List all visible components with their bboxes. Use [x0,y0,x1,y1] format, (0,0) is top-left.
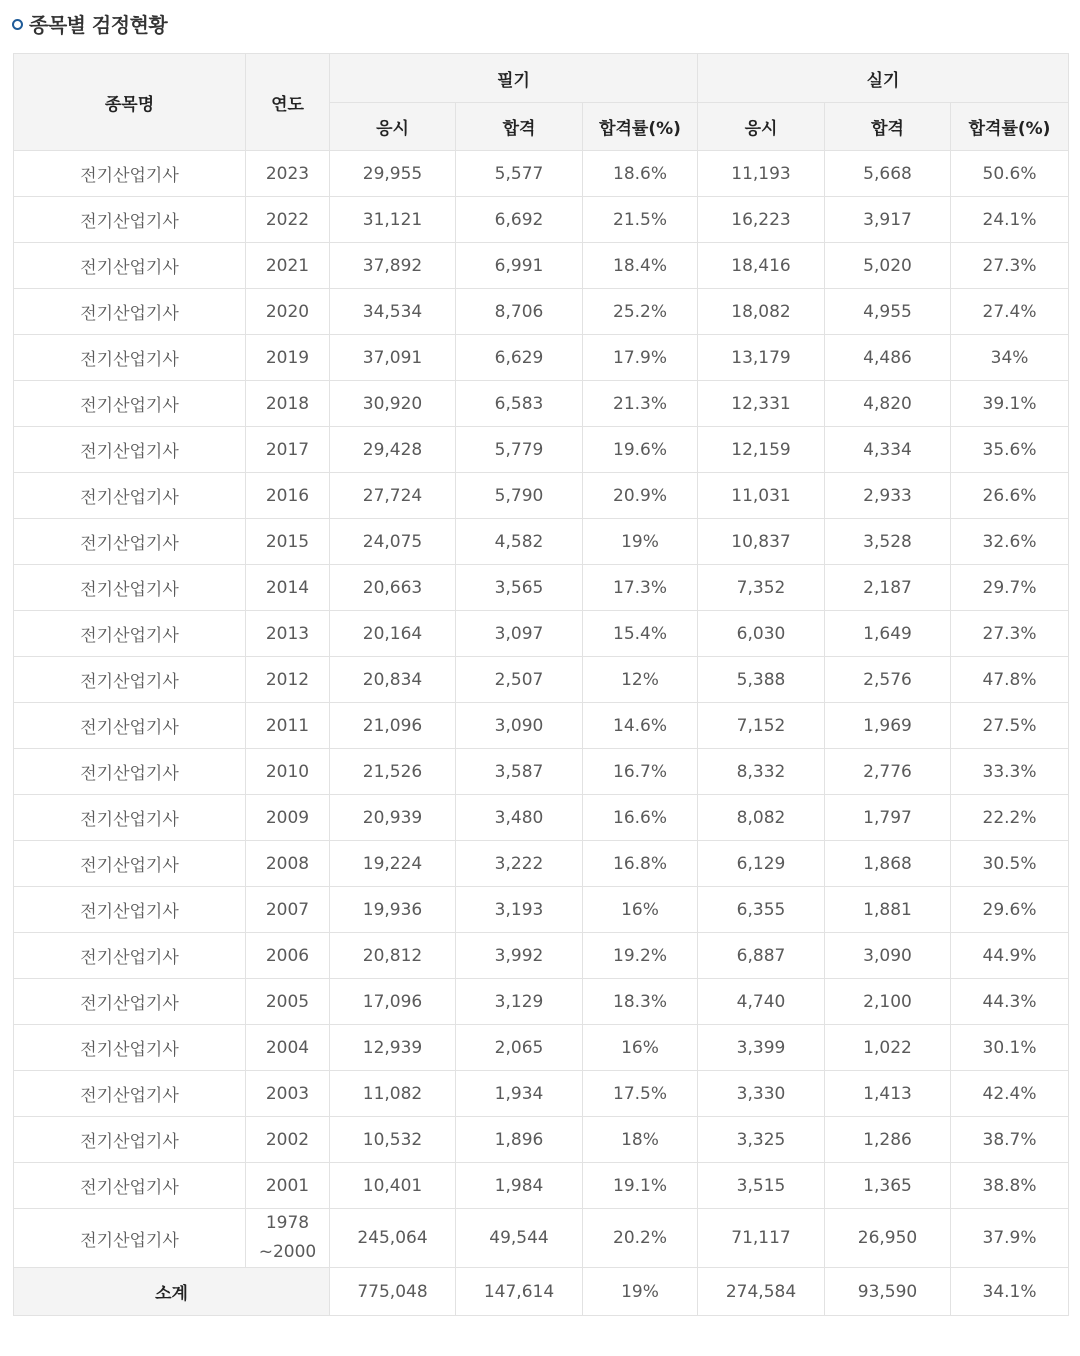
table-row [14,887,1069,933]
table-row [14,243,1069,289]
cell-practical-passed: 4,486 [825,335,951,381]
cell-written-passed: 6,991 [456,243,583,289]
cell-year: 2015 [246,519,330,565]
cell-written-rate: 16% [583,1025,698,1071]
cell-year: 2004 [246,1025,330,1071]
cell-written-rate: 19.1% [583,1163,698,1209]
total-practical-applicants: 274,584 [698,1268,825,1316]
cell-practical-applicants: 11,031 [698,473,825,519]
cell-name: 전기산업기사 [14,749,246,795]
cell-practical-rate: 42.4% [951,1071,1069,1117]
cell-written-rate: 16.8% [583,841,698,887]
cell-practical-passed: 1,365 [825,1163,951,1209]
header-year: 연도 [246,54,330,151]
cell-written-applicants: 29,428 [330,427,456,473]
cell-practical-applicants: 5,388 [698,657,825,703]
cell-practical-applicants: 7,352 [698,565,825,611]
cell-practical-applicants: 12,159 [698,427,825,473]
cell-written-passed: 2,507 [456,657,583,703]
cell-written-passed: 3,587 [456,749,583,795]
cell-written-applicants: 17,096 [330,979,456,1025]
cell-year: 2019 [246,335,330,381]
cell-written-rate: 18% [583,1117,698,1163]
cell-year: 2016 [246,473,330,519]
cell-written-rate: 16.6% [583,795,698,841]
cell-written-applicants: 34,534 [330,289,456,335]
header-practical-rate: 합격률(%) [951,103,1069,151]
cell-written-rate: 19% [583,519,698,565]
cell-practical-passed: 1,868 [825,841,951,887]
table-row [14,335,1069,381]
cell-written-applicants: 21,526 [330,749,456,795]
table-row [14,1117,1069,1163]
table-row [14,1025,1069,1071]
cell-written-applicants: 37,892 [330,243,456,289]
cell-practical-passed: 3,917 [825,197,951,243]
header-written: 필기 [330,54,698,103]
cell-name: 전기산업기사 [14,933,246,979]
cell-name: 전기산업기사 [14,289,246,335]
cell-written-rate: 12% [583,657,698,703]
cell-written-applicants: 20,164 [330,611,456,657]
cell-year-range [246,1209,330,1268]
cell-name: 전기산업기사 [14,979,246,1025]
cell-practical-rate: 44.9% [951,933,1069,979]
cell-name: 전기산업기사 [14,1071,246,1117]
cell-name: 전기산업기사 [14,1209,246,1268]
cell-written-rate: 16.7% [583,749,698,795]
section-title-text: 종목별 검정현황 [29,12,168,37]
cell-name: 전기산업기사 [14,657,246,703]
cell-practical-rate: 27.3% [951,243,1069,289]
cell-year: 2003 [246,1071,330,1117]
table-row [14,749,1069,795]
cell-practical-applicants: 18,416 [698,243,825,289]
cell-written-applicants: 10,401 [330,1163,456,1209]
cell-practical-applicants: 10,837 [698,519,825,565]
cell-practical-rate: 30.5% [951,841,1069,887]
cell-written-rate: 14.6% [583,703,698,749]
cell-written-passed: 2,065 [456,1025,583,1071]
cell-written-rate: 18.6% [583,151,698,197]
cell-year: 2005 [246,979,330,1025]
total-label: 소계 [14,1268,330,1316]
cell-practical-passed: 3,528 [825,519,951,565]
header-practical: 실기 [698,54,1069,103]
table-row [14,565,1069,611]
cell-practical-passed: 2,100 [825,979,951,1025]
cell-name: 전기산업기사 [14,151,246,197]
cell-name: 전기산업기사 [14,473,246,519]
cell-written-passed: 6,692 [456,197,583,243]
cell-practical-rate: 33.3% [951,749,1069,795]
cell-written-rate: 17.9% [583,335,698,381]
cell-practical-passed: 2,933 [825,473,951,519]
cell-year: 2023 [246,151,330,197]
cell-written-applicants: 12,939 [330,1025,456,1071]
cell-practical-rate: 27.4% [951,289,1069,335]
cell-practical-rate: 24.1% [951,197,1069,243]
table-row [14,657,1069,703]
cell-written-applicants: 11,082 [330,1071,456,1117]
cell-practical-applicants: 3,515 [698,1163,825,1209]
table-row [14,611,1069,657]
total-row [14,1268,1069,1316]
total-written-applicants: 775,048 [330,1268,456,1316]
cell-practical-passed: 1,881 [825,887,951,933]
cell-written-rate: 17.3% [583,565,698,611]
cell-written-passed: 3,090 [456,703,583,749]
cell-written-passed: 3,222 [456,841,583,887]
cell-written-rate: 20.2% [583,1209,698,1268]
table-row [14,427,1069,473]
cell-name: 전기산업기사 [14,427,246,473]
cell-written-passed: 3,097 [456,611,583,657]
cell-practical-applicants: 12,331 [698,381,825,427]
table-row [14,473,1069,519]
cell-written-passed: 1,984 [456,1163,583,1209]
cell-practical-applicants: 8,082 [698,795,825,841]
cell-practical-passed: 1,413 [825,1071,951,1117]
cell-written-applicants: 20,834 [330,657,456,703]
cell-practical-applicants: 16,223 [698,197,825,243]
cell-written-passed: 3,480 [456,795,583,841]
total-written-rate: 19% [583,1268,698,1316]
header-written-applicants: 응시 [330,103,456,151]
cell-written-applicants: 24,075 [330,519,456,565]
cell-written-applicants: 30,920 [330,381,456,427]
cell-practical-passed: 5,668 [825,151,951,197]
cell-practical-applicants: 3,330 [698,1071,825,1117]
cell-name: 전기산업기사 [14,335,246,381]
cell-written-rate: 16% [583,887,698,933]
cell-practical-passed: 4,334 [825,427,951,473]
cell-written-passed: 49,544 [456,1209,583,1268]
total-written-passed: 147,614 [456,1268,583,1316]
cell-practical-applicants: 3,325 [698,1117,825,1163]
cell-practical-passed: 1,022 [825,1025,951,1071]
cell-practical-rate: 27.5% [951,703,1069,749]
header-name: 종목명 [14,54,246,151]
cell-written-passed: 6,583 [456,381,583,427]
cell-practical-applicants: 6,129 [698,841,825,887]
header-row-groups [14,54,1069,103]
cell-written-applicants: 21,096 [330,703,456,749]
cell-practical-applicants: 7,152 [698,703,825,749]
table-row [14,151,1069,197]
cell-practical-passed: 26,950 [825,1209,951,1268]
cell-year: 2007 [246,887,330,933]
cell-practical-passed: 2,576 [825,657,951,703]
cell-practical-passed: 5,020 [825,243,951,289]
cell-written-applicants: 27,724 [330,473,456,519]
cell-practical-rate: 38.8% [951,1163,1069,1209]
cell-practical-applicants: 71,117 [698,1209,825,1268]
cell-name: 전기산업기사 [14,795,246,841]
table-row [14,519,1069,565]
cell-practical-applicants: 6,355 [698,887,825,933]
cell-practical-rate: 22.2% [951,795,1069,841]
cell-written-passed: 3,565 [456,565,583,611]
table-row [14,841,1069,887]
table-row [14,1163,1069,1209]
exam-stats-table [13,53,1069,1316]
cell-practical-passed: 3,090 [825,933,951,979]
cell-written-rate: 19.2% [583,933,698,979]
cell-written-passed: 5,577 [456,151,583,197]
table-row [14,979,1069,1025]
cell-practical-passed: 2,187 [825,565,951,611]
table-row [14,197,1069,243]
cell-practical-rate: 34% [951,335,1069,381]
cell-name: 전기산업기사 [14,197,246,243]
table-row [14,1071,1069,1117]
cell-practical-applicants: 3,399 [698,1025,825,1071]
table-row [14,1209,1069,1268]
cell-name: 전기산업기사 [14,611,246,657]
total-practical-passed: 93,590 [825,1268,951,1316]
cell-written-passed: 1,896 [456,1117,583,1163]
cell-practical-rate: 27.3% [951,611,1069,657]
cell-written-rate: 21.5% [583,197,698,243]
cell-written-rate: 19.6% [583,427,698,473]
cell-practical-applicants: 18,082 [698,289,825,335]
year-range-start: 1978 [265,1213,310,1233]
cell-written-rate: 15.4% [583,611,698,657]
cell-practical-rate: 44.3% [951,979,1069,1025]
cell-written-rate: 18.3% [583,979,698,1025]
cell-year: 2009 [246,795,330,841]
cell-practical-applicants: 8,332 [698,749,825,795]
cell-year: 2006 [246,933,330,979]
cell-practical-passed: 1,286 [825,1117,951,1163]
cell-written-rate: 25.2% [583,289,698,335]
cell-practical-rate: 32.6% [951,519,1069,565]
cell-year: 2014 [246,565,330,611]
cell-name: 전기산업기사 [14,1163,246,1209]
cell-name: 전기산업기사 [14,841,246,887]
cell-written-rate: 20.9% [583,473,698,519]
table-body [14,151,1069,1316]
cell-year: 2010 [246,749,330,795]
cell-practical-rate: 47.8% [951,657,1069,703]
cell-practical-passed: 1,797 [825,795,951,841]
cell-written-passed: 5,779 [456,427,583,473]
cell-year: 2021 [246,243,330,289]
table-row [14,933,1069,979]
cell-written-passed: 3,193 [456,887,583,933]
cell-written-passed: 5,790 [456,473,583,519]
cell-year: 2011 [246,703,330,749]
header-practical-passed: 합격 [825,103,951,151]
cell-written-rate: 21.3% [583,381,698,427]
cell-year: 2020 [246,289,330,335]
cell-written-rate: 17.5% [583,1071,698,1117]
cell-practical-rate: 38.7% [951,1117,1069,1163]
header-written-rate: 합격률(%) [583,103,698,151]
cell-written-passed: 3,992 [456,933,583,979]
cell-practical-passed: 1,649 [825,611,951,657]
cell-practical-passed: 1,969 [825,703,951,749]
cell-written-passed: 6,629 [456,335,583,381]
cell-year: 2018 [246,381,330,427]
cell-practical-rate: 50.6% [951,151,1069,197]
cell-year: 2012 [246,657,330,703]
table-row [14,381,1069,427]
cell-name: 전기산업기사 [14,381,246,427]
year-range-end: ~2000 [258,1242,317,1262]
cell-written-applicants: 31,121 [330,197,456,243]
cell-year: 2022 [246,197,330,243]
cell-practical-passed: 2,776 [825,749,951,795]
cell-practical-applicants: 13,179 [698,335,825,381]
cell-year: 2013 [246,611,330,657]
header-practical-applicants: 응시 [698,103,825,151]
cell-written-applicants: 10,532 [330,1117,456,1163]
cell-practical-rate: 29.6% [951,887,1069,933]
cell-practical-applicants: 6,030 [698,611,825,657]
cell-practical-rate: 37.9% [951,1209,1069,1268]
cell-name: 전기산업기사 [14,243,246,289]
total-practical-rate: 34.1% [951,1268,1069,1316]
table-row [14,795,1069,841]
cell-practical-rate: 39.1% [951,381,1069,427]
cell-name: 전기산업기사 [14,519,246,565]
cell-written-applicants: 20,939 [330,795,456,841]
cell-practical-applicants: 6,887 [698,933,825,979]
header-written-passed: 합격 [456,103,583,151]
cell-name: 전기산업기사 [14,703,246,749]
cell-name: 전기산업기사 [14,1117,246,1163]
cell-written-applicants: 29,955 [330,151,456,197]
cell-year: 2002 [246,1117,330,1163]
cell-year: 2017 [246,427,330,473]
cell-year: 2008 [246,841,330,887]
cell-written-passed: 3,129 [456,979,583,1025]
cell-practical-passed: 4,955 [825,289,951,335]
cell-written-applicants: 19,936 [330,887,456,933]
cell-practical-applicants: 11,193 [698,151,825,197]
cell-name: 전기산업기사 [14,1025,246,1071]
table-row [14,289,1069,335]
cell-written-applicants: 19,224 [330,841,456,887]
cell-name: 전기산업기사 [14,565,246,611]
circle-bullet-icon [12,19,23,30]
cell-written-passed: 8,706 [456,289,583,335]
cell-practical-rate: 35.6% [951,427,1069,473]
cell-written-passed: 4,582 [456,519,583,565]
cell-written-rate: 18.4% [583,243,698,289]
section-title [12,8,167,38]
cell-written-passed: 1,934 [456,1071,583,1117]
cell-practical-rate: 26.6% [951,473,1069,519]
cell-written-applicants: 20,663 [330,565,456,611]
cell-practical-rate: 30.1% [951,1025,1069,1071]
cell-practical-rate: 29.7% [951,565,1069,611]
cell-year: 2001 [246,1163,330,1209]
cell-practical-passed: 4,820 [825,381,951,427]
cell-name: 전기산업기사 [14,887,246,933]
table-row [14,703,1069,749]
cell-written-applicants: 20,812 [330,933,456,979]
cell-written-applicants: 245,064 [330,1209,456,1268]
cell-written-applicants: 37,091 [330,335,456,381]
cell-practical-applicants: 4,740 [698,979,825,1025]
